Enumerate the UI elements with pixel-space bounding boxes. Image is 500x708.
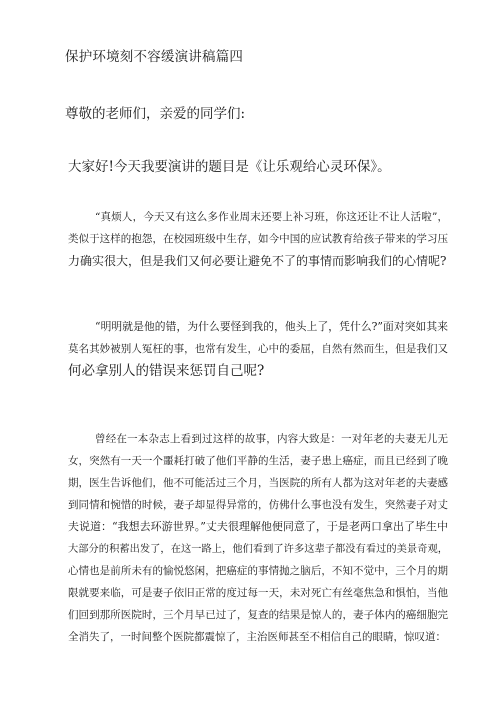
paragraph-2 bbox=[68, 316, 448, 382]
paragraph-line: 曾经在一本杂志上看到过这样的故事，内容大致是：一对年老的夫妻无儿无 bbox=[95, 433, 448, 445]
paragraph-line: 全消失了，一时间整个医院都震惊了，主治医师甚至不相信自己的眼睛，惊叹道： bbox=[68, 631, 446, 643]
paragraph-3 bbox=[68, 428, 448, 648]
paragraph-line: 们回到那所医院时，三个月早已过了，复查的结果是惊人的，妻子体内的癌细胞完 bbox=[68, 609, 448, 621]
paragraph-line: 限就要来临，可是妻子依旧正常的度过每一天，未对死亡有丝毫焦急和惧怕，当他 bbox=[68, 587, 448, 599]
paragraph-line: 力确实很大，但是我们又何必要让避免不了的事情而影响我们的心情呢? bbox=[68, 254, 447, 268]
paragraph-1 bbox=[68, 206, 448, 272]
intro-line: 大家好!今天我要演讲的题目是《让乐观给心灵环保》。 bbox=[68, 159, 391, 175]
paragraph-line: 莫名其妙被别人冤枉的事，也常有发生，心中的委屈，自然有然而生，但是我们又 bbox=[68, 343, 448, 355]
paragraph-line: 类似于这样的抱怨，在校园班级中生存，如今中国的应试教育给孩子带来的学习压 bbox=[68, 233, 448, 245]
document-title: 保护环境刻不容缓演讲稿篇四 bbox=[65, 49, 244, 65]
greeting-line: 尊敬的老师们，亲爱的同学们: bbox=[65, 106, 246, 122]
paragraph-line: 到同情和惋惜的时候，妻子却显得异常的，仿佛什么事也没有发生，突然妻子对丈 bbox=[68, 499, 448, 511]
paragraph-line: 女，突然有一天一个噩耗打破了他们平静的生活，妻子患上癌症，而且已经到了晚 bbox=[68, 455, 448, 467]
paragraph-line: “真烦人，今天又有这么多作业周末还要上补习班，你这还让不让人活啦”， bbox=[95, 211, 448, 223]
paragraph-line: 期，医生告诉他们，他不可能活过三个月，当医院的所有人都为这对年老的夫妻感 bbox=[68, 477, 448, 489]
paragraph-line: 何必拿别人的错误来惩罚自己呢? bbox=[68, 363, 265, 379]
paragraph-line: 大部分的积蓄出发了，在这一路上，他们看到了许多这辈子都没有看过的美景奇观， bbox=[68, 543, 448, 555]
paragraph-line: 夫说道：“我想去环游世界。”丈夫很理解他便同意了，于是老两口拿出了毕生中 bbox=[68, 520, 448, 533]
paragraph-line: 心情也是前所未有的愉悦悠闲，把癌症的事情抛之脑后，不知不觉中，三个月的期 bbox=[68, 565, 448, 577]
paragraph-line: “明明就是他的错，为什么要怪到我的，他头上了，凭什么?”面对突如其来 bbox=[95, 320, 448, 333]
